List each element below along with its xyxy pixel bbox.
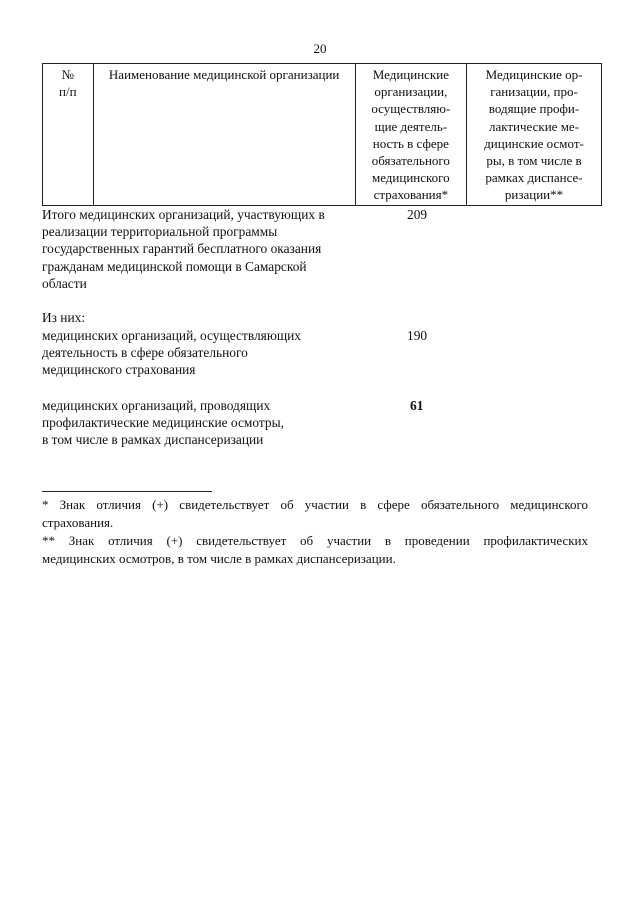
header-line: рамках диспансе-	[485, 170, 583, 186]
header-line: щие деятель-	[374, 118, 448, 134]
header-line: лактические ме-	[488, 118, 580, 134]
header-line: осуществляю-	[371, 101, 451, 117]
footnote-line: страхования.	[42, 514, 114, 530]
summary-line: Итого медицинских организаций, участвующих в	[42, 207, 325, 222]
summary-line: Из них:	[42, 310, 86, 325]
summary-total-value: 209	[407, 207, 428, 222]
header-line: Медицинские ор-	[485, 67, 583, 82]
header-line: ризации**	[504, 187, 564, 203]
footnote-line: медицинских осмотров, в том числе в рамках диспансеризации.	[42, 550, 396, 566]
header-line: организации,	[374, 84, 448, 100]
header-line: ность в сфере	[372, 135, 449, 151]
summary-line: в том числе в рамках диспансеризации	[42, 432, 264, 448]
column-header-name	[93, 64, 355, 206]
footnote-line: * Знак отличия (+) свидетельствует об участии в сфере обязательного медицинского	[42, 497, 588, 512]
summary-prof-value: 61	[410, 398, 424, 413]
summary-line: области	[42, 275, 87, 291]
footnote-line: ** Знак отличия (+) свидетельствует об участии в проведении профилактических	[42, 533, 588, 548]
footnote-divider	[42, 491, 212, 492]
header-line: п/п	[59, 84, 77, 100]
summary-line: деятельность в сфере обязательного	[42, 345, 248, 361]
header-line: Наименование медицинской организации	[108, 67, 340, 82]
table-header-row	[43, 64, 602, 206]
summary-of-them-label	[42, 309, 362, 326]
footnote-oms	[42, 496, 588, 531]
summary-line: медицинского страхования	[42, 362, 196, 378]
summary-line: профилактические медицинские осмотры,	[42, 415, 284, 431]
summary-line: реализации территориальной программы	[42, 224, 278, 240]
header-line: дицинские осмот-	[484, 135, 584, 151]
footnote-prof	[42, 532, 588, 567]
page-number: 20	[313, 41, 327, 56]
header-line: ры, в том числе в	[486, 153, 582, 169]
summary-line: медицинских организаций, осуществляющих	[42, 328, 301, 343]
header-line: Медицинские	[372, 67, 449, 82]
summary-oms-value: 190	[407, 328, 428, 343]
summary-prof-label	[42, 397, 362, 449]
column-header-prof	[467, 64, 602, 206]
header-line: обязательного	[371, 153, 450, 169]
table-header	[42, 63, 602, 206]
header-line: страхования*	[373, 187, 449, 203]
summary-line: государственных гарантий бесплатного оказания	[42, 241, 322, 257]
summary-line: гражданам медицинской помощи в Самарской	[42, 258, 307, 274]
header-line: №	[61, 67, 74, 82]
header-line: медицинского	[371, 170, 450, 186]
column-header-oms	[355, 64, 466, 206]
summary-total-label	[42, 206, 362, 292]
summary-oms-label	[42, 327, 362, 379]
summary-line: медицинских организаций, проводящих	[42, 398, 271, 413]
header-line: водящие профи-	[488, 101, 580, 117]
header-line: ганизации, про-	[490, 84, 578, 100]
column-header-number	[43, 64, 94, 206]
